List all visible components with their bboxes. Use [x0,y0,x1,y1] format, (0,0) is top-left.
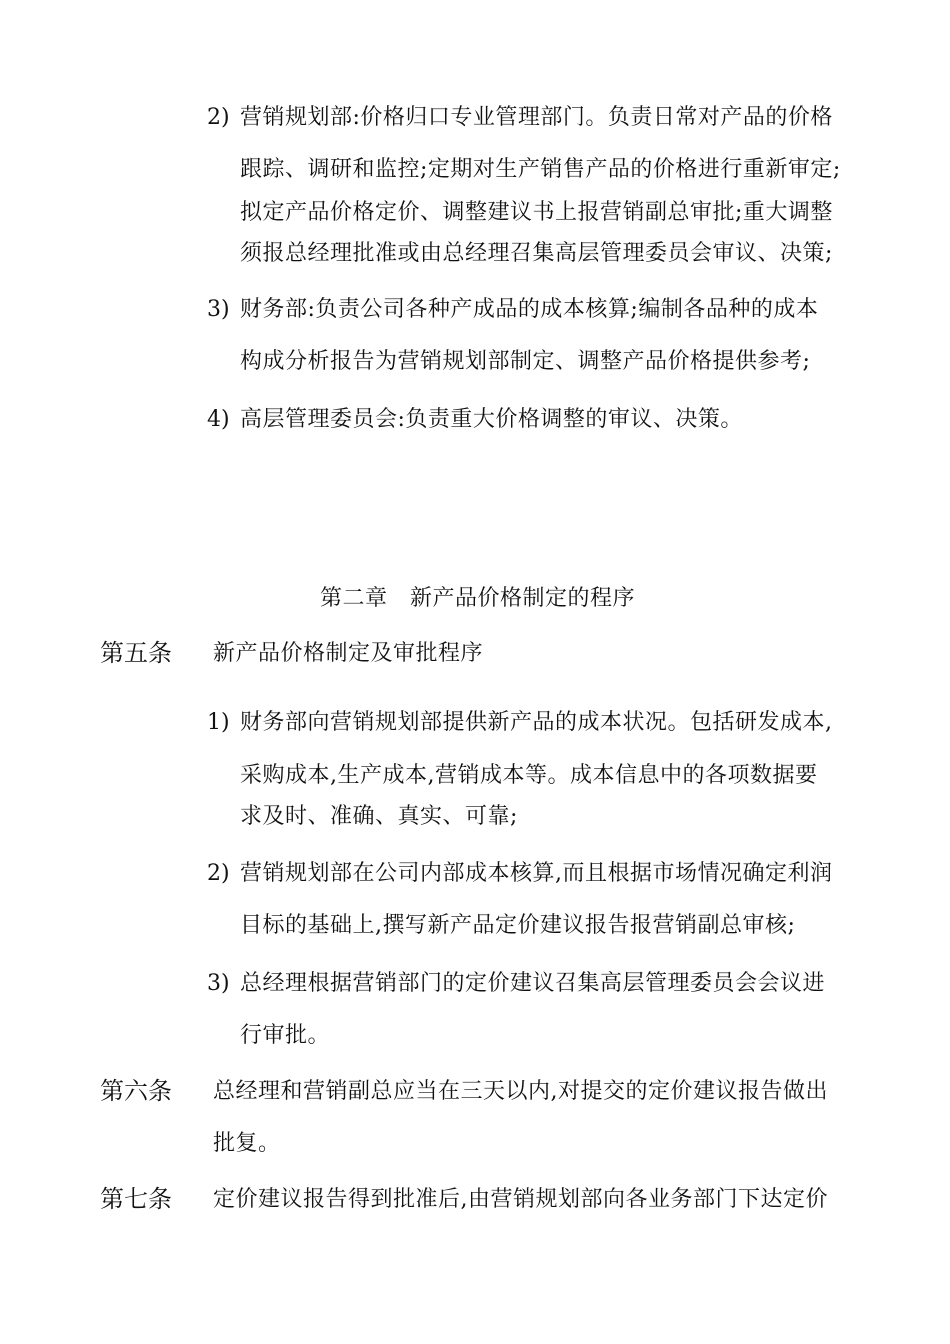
chapter-title: 第二章 新产品价格制定的程序 [320,586,636,611]
item-text-line: 总经理根据营销部门的定价建议召集高层管理委员会会议进 [240,971,826,996]
article-label: 第六条 [100,1077,172,1105]
article-label: 第七条 [100,1185,172,1213]
item-text-line: 构成分析报告为营销规划部制定、调整产品价格提供参考; [240,349,811,374]
item-text-line: 营销规划部:价格归口专业管理部门。负责日常对产品的价格 [240,105,833,130]
item-text-line: 跟踪、调研和监控;定期对生产销售产品的价格进行重新审定; [240,157,841,182]
item-number: 4) [207,407,230,432]
article-text-line: 批复。 [213,1131,281,1156]
article-label: 第五条 [100,639,172,667]
item-text-line: 须报总经理批准或由总经理召集高层管理委员会审议、决策; [240,241,833,266]
item-text-line: 财务部:负责公司各种产成品的成本核算;编制各品种的成本 [240,297,819,322]
item-number: 2) [207,105,230,130]
article-text-line: 定价建议报告得到批准后,由营销规划部向各业务部门下达定价 [213,1187,828,1212]
item-text-line: 营销规划部在公司内部成本核算,而且根据市场情况确定利润 [240,861,833,886]
article-text-line: 总经理和营销副总应当在三天以内,对提交的定价建议报告做出 [213,1079,828,1104]
item-text-line: 采购成本,生产成本,营销成本等。成本信息中的各项数据要 [240,763,818,788]
item-text-line: 求及时、准确、真实、可靠; [240,804,518,829]
article-title: 新产品价格制定及审批程序 [213,641,484,666]
item-number: 3) [207,971,230,996]
item-text-line: 高层管理委员会:负责重大价格调整的审议、决策。 [240,407,743,432]
item-text-line: 拟定产品价格定价、调整建议书上报营销副总审批;重大调整 [240,200,833,225]
item-text-line: 行审批。 [240,1023,331,1048]
item-number: 3) [207,297,230,322]
item-text-line: 财务部向营销规划部提供新产品的成本状况。包括研发成本, [240,710,833,735]
item-text-line: 目标的基础上,撰写新产品定价建议报告报营销副总审核; [240,913,796,938]
item-number: 2) [207,861,230,886]
item-number: 1) [207,710,230,735]
